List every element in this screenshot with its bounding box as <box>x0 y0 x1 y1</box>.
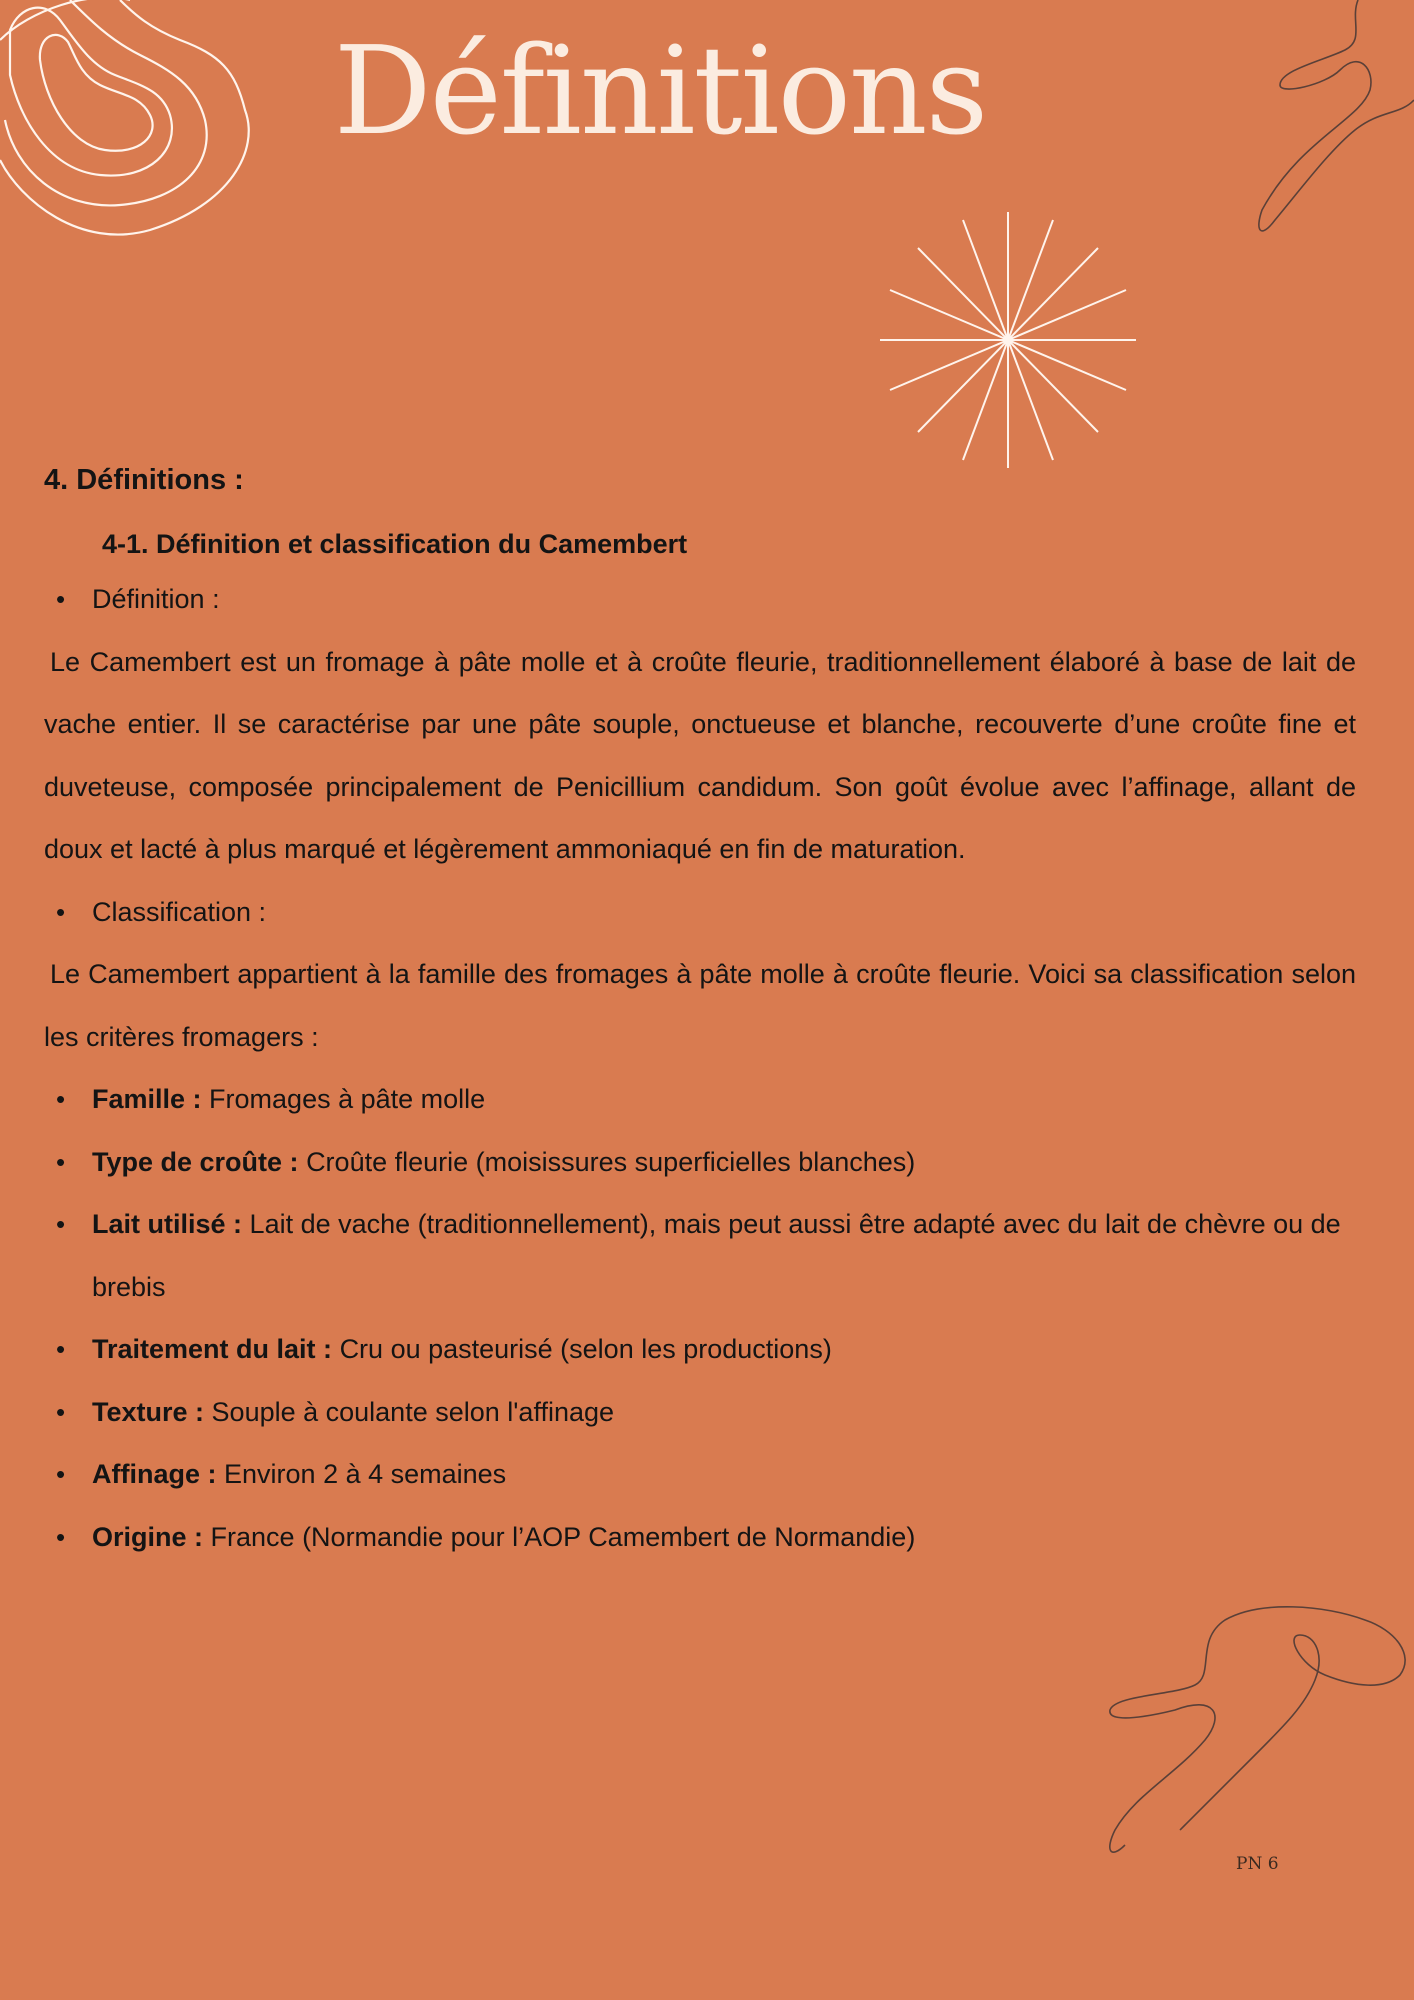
classification-intro: Le Camembert appartient à la famille des fromages à pâte molle à croûte fleurie. Voici sa classification selon les critères fromagers : <box>44 959 1356 1052</box>
item-value: Fromages à pâte molle <box>209 1084 486 1114</box>
item-term: Affinage : <box>92 1459 217 1489</box>
list-item <box>44 1131 1356 1194</box>
definition-text: Le Camembert est un fromage à pâte molle et à croûte fleurie, traditionnellement élaboré à base de lait de vache entier. Il se caractérise par une pâte souple, onctueuse et blanche, recouverte d’une croûte fine et duveteuse, composée principalement de Penicillium candidum. Son goût évolue avec l’affinage, allant de doux et lacté à plus marqué et légèrement ammoniaqué en fin de maturation. <box>44 646 1356 864</box>
item-value: Cru ou pasteurisé (selon les productions) <box>339 1334 832 1364</box>
classification-list <box>44 1068 1356 1568</box>
starburst-icon <box>875 210 1141 470</box>
section-heading: 4. Définitions : <box>44 464 244 496</box>
list-item <box>44 1318 1356 1381</box>
item-value: Environ 2 à 4 semaines <box>224 1459 507 1489</box>
item-term: Traitement du lait : <box>92 1334 333 1364</box>
list-item <box>44 1193 1356 1318</box>
definition-label: • Définition : <box>44 568 1356 631</box>
list-item <box>44 1381 1356 1444</box>
list-item <box>44 1443 1356 1506</box>
subsection-heading: 4-1. Définition et classification du Camembert <box>102 529 688 559</box>
item-value: Croûte fleurie (moisissures superficielles blanches) <box>306 1146 916 1177</box>
list-item <box>44 1506 1356 1569</box>
item-term: Lait utilisé : <box>92 1209 243 1239</box>
squiggle-line-icon <box>1085 1595 1414 1865</box>
item-term: Origine : <box>92 1521 204 1552</box>
item-term: Famille : <box>92 1084 202 1114</box>
item-value: Souple à coulante selon l'affinage <box>211 1396 615 1427</box>
list-item <box>44 1068 1356 1131</box>
item-value: Lait de vache (traditionnellement), mais peut aussi être adapté avec du lait de chèvre ou de brebis <box>92 1209 1341 1302</box>
page-title: Définitions <box>333 20 987 162</box>
classification-label: • Classification : <box>44 881 1356 944</box>
item-term: Texture : <box>92 1396 205 1427</box>
item-term: Type de croûte : <box>92 1146 299 1177</box>
page-number: PN 6 <box>1236 1854 1279 1874</box>
document-body <box>44 455 1356 1568</box>
item-value: France (Normandie pour l’AOP Camembert de Normandie) <box>210 1521 916 1552</box>
